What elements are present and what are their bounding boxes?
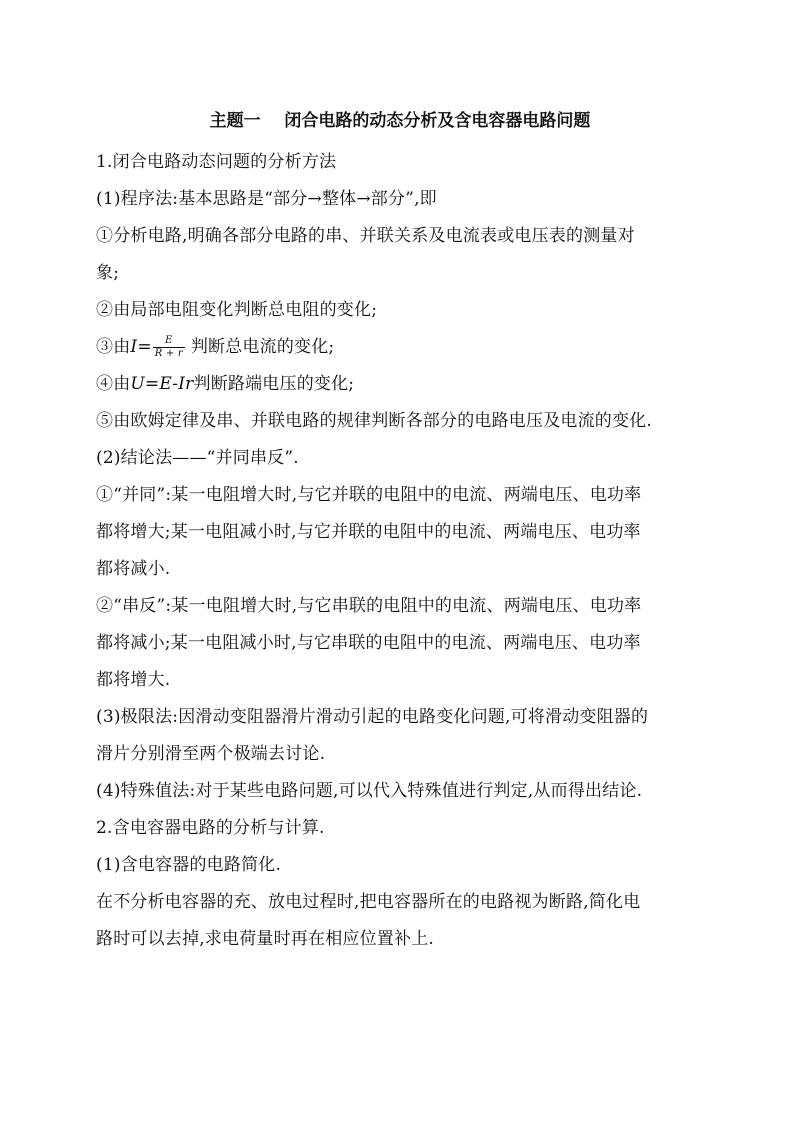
text-line: (2)结论法——“并同串反”. [96,448,299,468]
text-line: (1)程序法:基本思路是“部分→整体→部分”,即 [96,189,437,209]
text-line: (1)含电容器的电路简化. [96,855,282,875]
text-line: ①分析电路,明确各部分电路的串、并联关系及电流表或电压表的测量对 [96,226,635,246]
ohm-formula: U=E-Ir [130,374,194,394]
heading-2: 2.含电容器电路的分析与计算. [96,818,325,838]
text-line: 都将增大;某一电阻减小时,与它并联的电阻中的电流、两端电压、电功率 [96,522,641,542]
fraction-denominator: R + r [154,348,183,359]
ohm-suffix: 判断路端电压的变化; [193,374,355,394]
fraction-numerator: E [153,335,185,348]
ohm-line [96,366,704,403]
text-line: 在不分析电容器的充、放电过程时,把电容器所在的电路视为断路,简化电 [96,892,641,912]
text-line: ②由局部电阻变化判断总电阻的变化; [96,300,378,320]
text-line: 都将减小. [96,559,171,579]
text-line: 路时可以去掉,求电荷量时再在相应位置补上. [96,929,435,949]
text-line: 都将减小;某一电阻减小时,与它串联的电阻中的电流、两端电压、电功率 [96,633,641,653]
ohm-prefix: ④由 [96,374,131,394]
text-line: 滑片分别滑至两个极端去讨论. [96,744,326,764]
fraction [153,335,185,360]
page-title: 主题一 闭合电路的动态分析及含电容器电路问题 [209,111,591,131]
formula-suffix: 判断总电流的变化; [190,337,335,357]
text-line: (4)特殊值法:对于某些电路问题,可以代入特殊值进行判定,从而得出结论. [96,781,643,801]
formula-equals: = [137,337,152,357]
document-page [96,110,704,958]
text-line: ⑤由欧姆定律及串、并联电路的规律判断各部分的电路电压及电流的变化. [96,411,653,431]
text-line: 象; [96,263,120,283]
formula-line [96,329,704,366]
heading-1: 1.闭合电路动态问题的分析方法 [96,152,337,172]
formula-prefix: ③由 [96,337,131,357]
formula-variable: I [130,337,138,357]
text-line: (3)极限法:因滑动变阻器滑片滑动引起的电路变化问题,可将滑动变阻器的 [96,707,649,727]
text-line: ①“并同”:某一电阻增大时,与它并联的电阻中的电流、两端电压、电功率 [96,485,642,505]
text-line: 都将增大. [96,670,171,690]
text-line: ②“串反”:某一电阻增大时,与它串联的电阻中的电流、两端电压、电功率 [96,596,642,616]
